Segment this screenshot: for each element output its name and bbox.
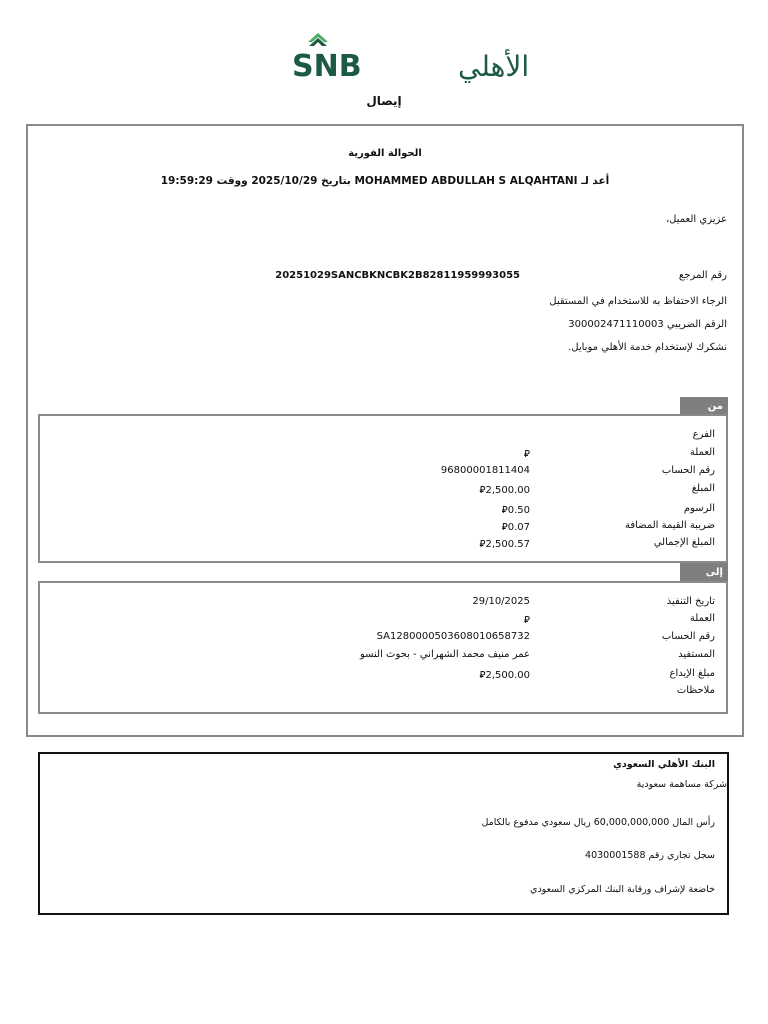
receipt-container [26, 124, 744, 737]
from-vat-value: ⃁0.07 [501, 522, 530, 533]
footer-capital: رأس المال 60,000,000,000 ريال سعودي مدفوع بالكامل [481, 817, 715, 828]
to-account-value: SA1280000503608010658732 [376, 631, 530, 642]
footer-bank-name: البنك الأهلي السعودي [613, 759, 715, 770]
from-section-tab: من [680, 397, 728, 416]
to-section-box [38, 581, 728, 714]
from-account-label: رقم الحساب [661, 465, 715, 476]
to-account-label: رقم الحساب [661, 631, 715, 642]
logo-arabic-text: الأهلي [458, 50, 530, 83]
greeting: عزيزي العميل، [665, 214, 727, 225]
from-fees-label: الرسوم [683, 503, 715, 514]
from-branch-label: الفرع [692, 429, 715, 440]
thanks-note: نشكرك لإستخدام خدمة الأهلي موبايل. [568, 342, 727, 353]
logo-latin-text: SNB [292, 49, 362, 84]
to-currency-label: العملة [689, 613, 715, 624]
from-section-box [38, 414, 728, 563]
from-total-value: ⃁2,500.57 [479, 539, 530, 550]
to-date-label: تاريخ التنفيذ [666, 596, 715, 607]
to-deposit-label: مبلغ الإيداع [669, 668, 715, 679]
prepared-for-line: أعد لـ MOHAMMED ABDULLAH S ALQAHTANI بتاريخ 2025/10/29 ووقت 19:59:29 [160, 175, 610, 187]
footer-commercial-register: سجل تجاري رقم 4030001588 [585, 850, 715, 861]
receipt-title: إيصال [366, 94, 402, 108]
from-amount-label: المبلغ [691, 483, 715, 494]
reference-label: رقم المرجع [678, 270, 727, 281]
from-account-value: 96800001811404 [440, 465, 530, 476]
reference-number: 20251029SANCBKNCBK2B82811959993055 [275, 270, 520, 281]
to-notes-label: ملاحظات [676, 685, 715, 696]
to-date-value: 29/10/2025 [472, 596, 530, 607]
from-fees-value: ⃁0.50 [501, 505, 530, 516]
to-deposit-value: ⃁2,500.00 [479, 670, 530, 681]
snb-logo [292, 32, 530, 84]
to-beneficiary-label: المستفيد [678, 649, 715, 660]
from-currency-value: ⃁ [524, 449, 530, 460]
from-total-label: المبلغ الإجمالي [653, 537, 715, 548]
bank-footer [38, 752, 729, 915]
tax-number: الرقم الضريبي 300002471110003 [568, 319, 727, 330]
transfer-heading: الحوالة الفورية [348, 148, 422, 159]
from-amount-value: ⃁2,500.00 [479, 485, 530, 496]
from-vat-label: ضريبة القيمة المضافة [624, 520, 715, 531]
to-section-tab: إلى [680, 563, 728, 582]
from-currency-label: العملة [689, 447, 715, 458]
to-beneficiary-value: عمر منيف محمد الشهراني - بحوث النسو [359, 649, 530, 660]
keep-note: الرجاء الاحتفاظ به للاستخدام في المستقبل [549, 296, 727, 307]
snb-logo-graphic [292, 32, 530, 84]
footer-company-type: شركة مساهمة سعودية [636, 779, 727, 790]
footer-supervision: خاضعة لإشراف ورقابة البنك المركزي السعودي [530, 884, 715, 895]
to-currency-value: ⃁ [524, 615, 530, 626]
